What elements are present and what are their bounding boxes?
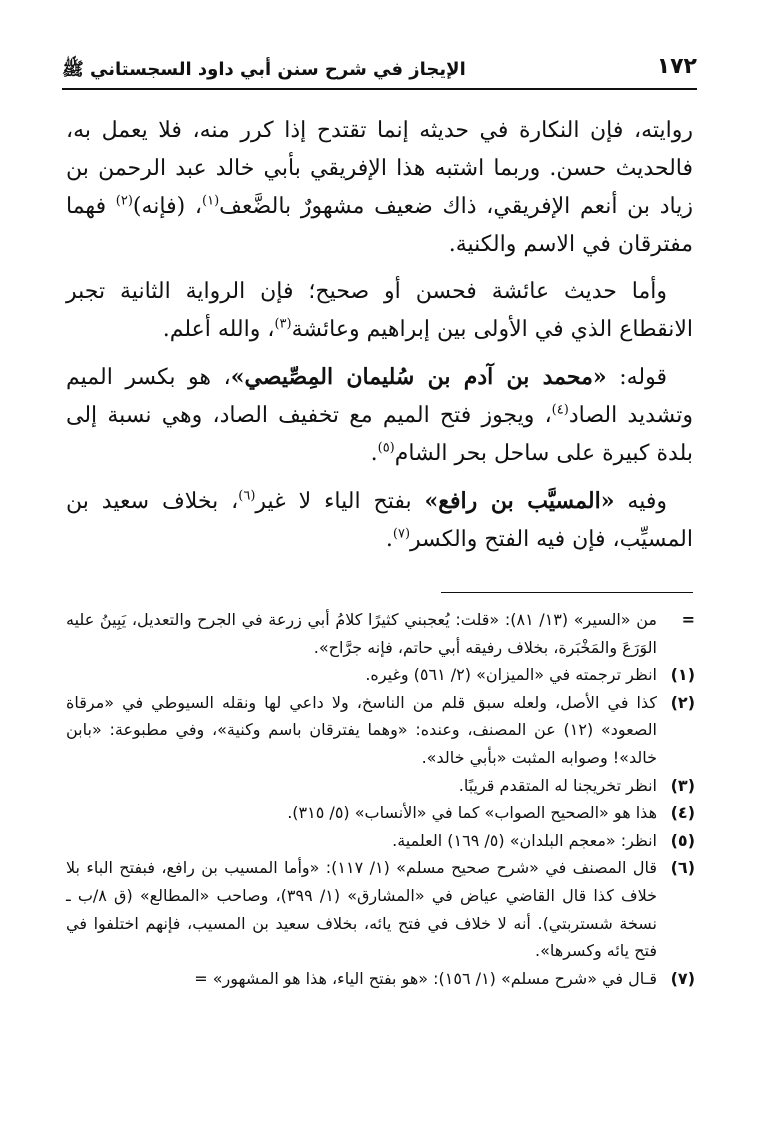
- quoted-name: «المسيَّب بن رافع»: [424, 488, 615, 514]
- footnote-ref-2[interactable]: (٢): [115, 193, 133, 209]
- text-run: .: [370, 441, 378, 466]
- footnote-text: كذا في الأصل، ولعله سبق قلم من الناسخ، ولا داعي لها ونقله السيوطي في «مرقاة الصعود» (١٢) عن المصنف، وعنده: «وهما يفترقان باسم وكنية»، وفي مطبوعة: «بابن خالد»! وصوابه المثبت «بأبي خالد».: [66, 692, 657, 767]
- footnote-ref-3[interactable]: (٣): [274, 316, 292, 332]
- text-run: .: [385, 527, 393, 552]
- page-header: [62, 52, 697, 90]
- footnote-3: [66, 772, 695, 800]
- paragraph-1: [66, 112, 693, 264]
- footnote-ref-5[interactable]: (٥): [377, 440, 395, 456]
- paragraph-4: [66, 482, 693, 559]
- text-run: ، (فإنه): [132, 194, 203, 219]
- text-run: قوله:: [606, 365, 667, 390]
- footnote-7: [66, 965, 695, 993]
- footnote-ref-4[interactable]: (٤): [551, 402, 569, 418]
- page-number: ١٧٢: [656, 54, 697, 79]
- footnote-text: انظر: «معجم البلدان» (٥/ ١٦٩) العلمية.: [392, 830, 657, 850]
- footnote-4: [66, 799, 695, 827]
- footnote-1: [66, 661, 695, 689]
- text-run: وفيه: [614, 489, 667, 514]
- paragraph-2: [66, 273, 693, 349]
- footnote-2: [66, 689, 695, 772]
- footnote-ref-1[interactable]: (١): [202, 193, 220, 209]
- footnote-continuation: [66, 606, 695, 661]
- footnote-text: انظر ترجمته في «الميزان» (٢/ ٥٦١) وغيره.: [365, 665, 657, 685]
- footnote-number: (١): [670, 665, 695, 685]
- footnote-number: (٧): [670, 968, 695, 988]
- footnote-number: (٣): [670, 775, 695, 795]
- footnote-number: (٤): [670, 803, 695, 823]
- text-run: روايته، فإن النكارة في حديثه إنما تقتدح إذا كرر منه، فلا يعمل به، فالحديث حسن. وربما اشتبه هذا الإفريقي بأبي خالد عبد الرحمن بن زياد بن أنعم الإفريقي، ذاك ضعيف مشهورٌ بالضَّعف: [66, 118, 693, 219]
- text-run: وأما حديث عائشة فحسن أو صحيح؛ فإن الرواية الثانية تجبر الانقطاع الذي في الأولى بين إبراهيم وعائشة: [66, 279, 693, 342]
- footnote-text: هذا هو «الصحيح الصواب» كما في «الأنساب» (٥/ ٣١٥).: [287, 803, 657, 823]
- paragraph-3: [66, 358, 693, 473]
- footnote-5: [66, 827, 695, 855]
- text-run: بفتح الياء لا غير: [255, 489, 425, 514]
- quoted-name: «محمد بن آدم بن سُليمان المِصِّيصي»: [230, 364, 607, 390]
- main-text: [66, 112, 693, 568]
- footnotes: [66, 606, 695, 992]
- running-title: الإيجاز في شرح سنن أبي داود السجستاني ﷺ: [62, 59, 466, 80]
- footnote-6: [66, 854, 695, 964]
- footnote-number: (٦): [670, 858, 695, 878]
- footnote-text: من «السير» (١٣/ ٨١): «قلت: يُعجبني كثيرًا كلامُ أبي زرعة في الجرح والتعديل، يَبِينُ عليه الوَرَعَ والمَخْبَرة، بخلاف رفيقه أبي حاتم، فإنه جرَّاح».: [66, 610, 657, 657]
- footnote-divider: [441, 592, 693, 593]
- text-run: ، ويجوز فتح الميم مع تخفيف الصاد، وهي نسبة إلى بلدة كبيرة على ساحل بحر الشام: [66, 403, 693, 466]
- footnote-number: =: [681, 610, 695, 629]
- text-run: ، هو بكسر الميم وتشديد الصاد: [66, 365, 693, 428]
- text-run: فهما مفترقان في الاسم والكنية.: [66, 194, 693, 257]
- footnote-text: قـال في «شرح مسلم» (١/ ١٥٦): «هو بفتح الياء، هذا هو المشهور» =: [194, 968, 657, 988]
- footnote-ref-7[interactable]: (٧): [392, 526, 411, 542]
- footnote-text: انظر تخريجنا له المتقدم قريبًا.: [458, 775, 657, 795]
- text-run: ، بخلاف سعيد بن المسيِّب، فإن فيه الفتح والكسر: [66, 489, 693, 552]
- footnote-text: قال المصنف في «شرح صحيح مسلم» (١/ ١١٧): «وأما المسيب بن رافع، فبفتح الباء بلا خلاف كذا قال القاضي عياض في «المشارق» (١/ ٣٩٩)، وصاحب «المطالع» (ق ٨/ب ـ نسخة شستربتي). أنه لا خلاف في فتح يائه، بخلاف سعيد بن المسيب، فإنهم اختلفوا في فتح يائه وكسرها».: [66, 858, 658, 961]
- text-run: ، والله أعلم.: [162, 317, 275, 342]
- footnote-ref-6[interactable]: (٦): [238, 488, 256, 504]
- footnote-number: (٢): [670, 692, 695, 712]
- footnote-number: (٥): [670, 830, 695, 850]
